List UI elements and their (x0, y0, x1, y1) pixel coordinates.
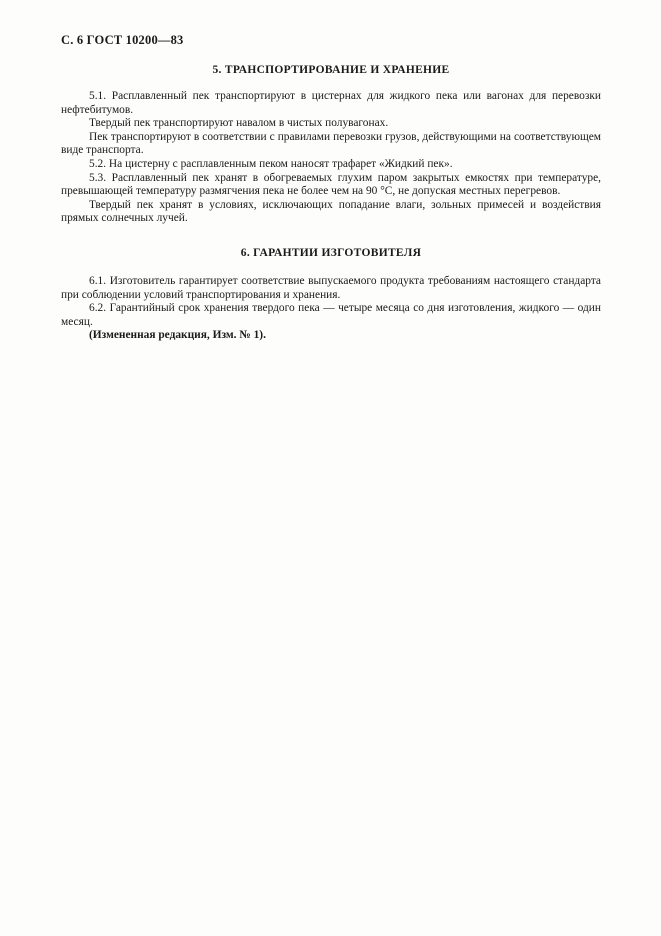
section-6-body (61, 275, 601, 343)
paragraph-6-1: 6.1. Изготовитель гарантирует соответствие выпускаемого продукта требованиям настоящего стандарта при соблюдении условий транспортирования и хранения. (61, 275, 601, 301)
paragraph-5-3: 5.3. Расплавленный пек хранят в обогреваемых глухим паром закрытых емкостях при температуре, превышающей температуру размягчения пека не более чем на 90 °С, не допуская местных перегревов. (61, 171, 601, 198)
section-6-title: 6. ГАРАНТИИ ИЗГОТОВИТЕЛЯ (240, 247, 422, 259)
paragraph-5-1-solid: Твердый пек транспортируют навалом в чистых полувагонах. (89, 117, 389, 130)
paragraph-5-1-rules: Пек транспортируют в соответствии с правилами перевозки грузов, действующими на соответствующем виде транспорта. (61, 130, 601, 157)
paragraph-6-2: 6.2. Гарантийный срок хранения твердого пека — четыре месяца со дня изготовления, жидкого — один месяц. (61, 302, 601, 328)
page-header: С. 6 ГОСТ 10200—83 (61, 33, 184, 47)
paragraph-5-2: 5.2. На цистерну с расплавленным пеком наносят трафарет «Жидкий пек». (89, 157, 453, 170)
section-5-title: 5. ТРАНСПОРТИРОВАНИЕ И ХРАНЕНИЕ (212, 64, 450, 76)
paragraph-5-1: 5.1. Расплавленный пек транспортируют в цистернах для жидкого пека или вагонах для перевозки нефтебитумов. (61, 90, 601, 116)
amendment-note: (Измененная редакция, Изм. № 1). (89, 329, 266, 342)
section-5-body (61, 90, 601, 226)
paragraph-5-3-solid: Твердый пек хранят в условиях, исключающих попадание влаги, зольных примесей и воздействия прямых солнечных лучей. (61, 198, 601, 225)
